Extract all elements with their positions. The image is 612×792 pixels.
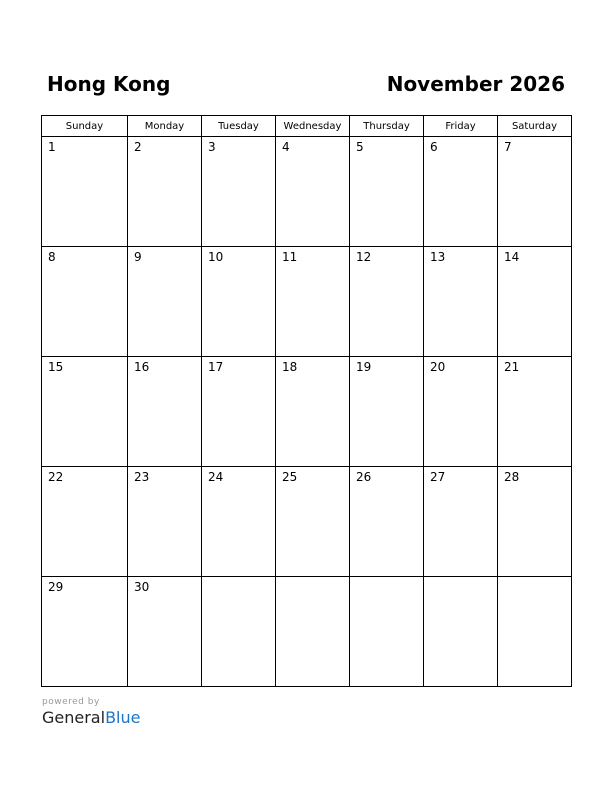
day-number: 19 (356, 360, 372, 374)
day-number: 17 (208, 360, 224, 374)
brand-general: General (42, 708, 106, 727)
day-cell (276, 577, 350, 687)
day-cell (498, 357, 572, 467)
day-cell (350, 467, 424, 577)
brand-blue: Blue (105, 708, 141, 727)
day-cell (498, 577, 572, 687)
day-number: 16 (134, 360, 150, 374)
day-cell (350, 137, 424, 247)
day-number (202, 577, 275, 580)
day-cell (202, 247, 276, 357)
day-cell (128, 137, 202, 247)
day-cell (498, 137, 572, 247)
day-number: 21 (504, 360, 520, 374)
day-number: 29 (48, 580, 64, 594)
weekday-wednesday: Wednesday (276, 116, 350, 137)
week-row (42, 137, 572, 247)
weekday-sunday: Sunday (42, 116, 128, 137)
day-cell (276, 247, 350, 357)
day-cell (276, 357, 350, 467)
day-cell (350, 357, 424, 467)
weekday-header-row (42, 116, 572, 137)
day-number: 14 (504, 250, 520, 264)
day-number (498, 577, 571, 580)
day-cell (42, 577, 128, 687)
day-cell (42, 247, 128, 357)
day-number: 7 (504, 140, 512, 154)
day-number (424, 577, 497, 580)
day-number: 9 (134, 250, 142, 264)
region-title: Hong Kong (47, 72, 171, 96)
day-number: 10 (208, 250, 224, 264)
weekday-monday: Monday (128, 116, 202, 137)
day-number: 15 (48, 360, 64, 374)
day-cell (498, 247, 572, 357)
day-cell (128, 247, 202, 357)
day-cell (424, 137, 498, 247)
day-number: 11 (282, 250, 298, 264)
day-cell (42, 137, 128, 247)
day-cell (424, 357, 498, 467)
day-number: 26 (356, 470, 372, 484)
day-number: 18 (282, 360, 298, 374)
powered-by-label: powered by (42, 697, 100, 707)
day-number: 27 (430, 470, 446, 484)
day-number: 25 (282, 470, 298, 484)
week-row (42, 467, 572, 577)
day-cell (128, 357, 202, 467)
day-number: 24 (208, 470, 224, 484)
day-cell (350, 577, 424, 687)
calendar-grid (41, 115, 572, 687)
day-number (276, 577, 349, 580)
day-cell (276, 137, 350, 247)
day-number: 3 (208, 140, 216, 154)
generalblue-logo (42, 708, 140, 728)
week-row (42, 577, 572, 687)
day-cell (128, 467, 202, 577)
day-number: 4 (282, 140, 290, 154)
day-cell (202, 467, 276, 577)
day-cell (424, 577, 498, 687)
day-cell (350, 247, 424, 357)
day-cell (498, 467, 572, 577)
month-year-title: November 2026 (386, 72, 565, 96)
weekday-thursday: Thursday (350, 116, 424, 137)
day-number: 22 (48, 470, 64, 484)
day-cell (128, 577, 202, 687)
weekday-friday: Friday (424, 116, 498, 137)
day-cell (424, 467, 498, 577)
day-number: 13 (430, 250, 446, 264)
day-number (350, 577, 423, 580)
day-number: 2 (134, 140, 142, 154)
day-cell (424, 247, 498, 357)
day-number: 28 (504, 470, 520, 484)
week-row (42, 247, 572, 357)
day-number: 23 (134, 470, 150, 484)
day-cell (276, 467, 350, 577)
day-number: 8 (48, 250, 56, 264)
footer-branding (42, 697, 140, 728)
day-number: 1 (48, 140, 56, 154)
day-cell (202, 577, 276, 687)
weekday-saturday: Saturday (498, 116, 572, 137)
day-cell (42, 467, 128, 577)
day-cell (202, 137, 276, 247)
day-cell (42, 357, 128, 467)
weekday-tuesday: Tuesday (202, 116, 276, 137)
day-cell (202, 357, 276, 467)
day-number: 12 (356, 250, 372, 264)
day-number: 6 (430, 140, 438, 154)
day-number: 20 (430, 360, 446, 374)
week-row (42, 357, 572, 467)
day-number: 5 (356, 140, 364, 154)
day-number: 30 (134, 580, 150, 594)
